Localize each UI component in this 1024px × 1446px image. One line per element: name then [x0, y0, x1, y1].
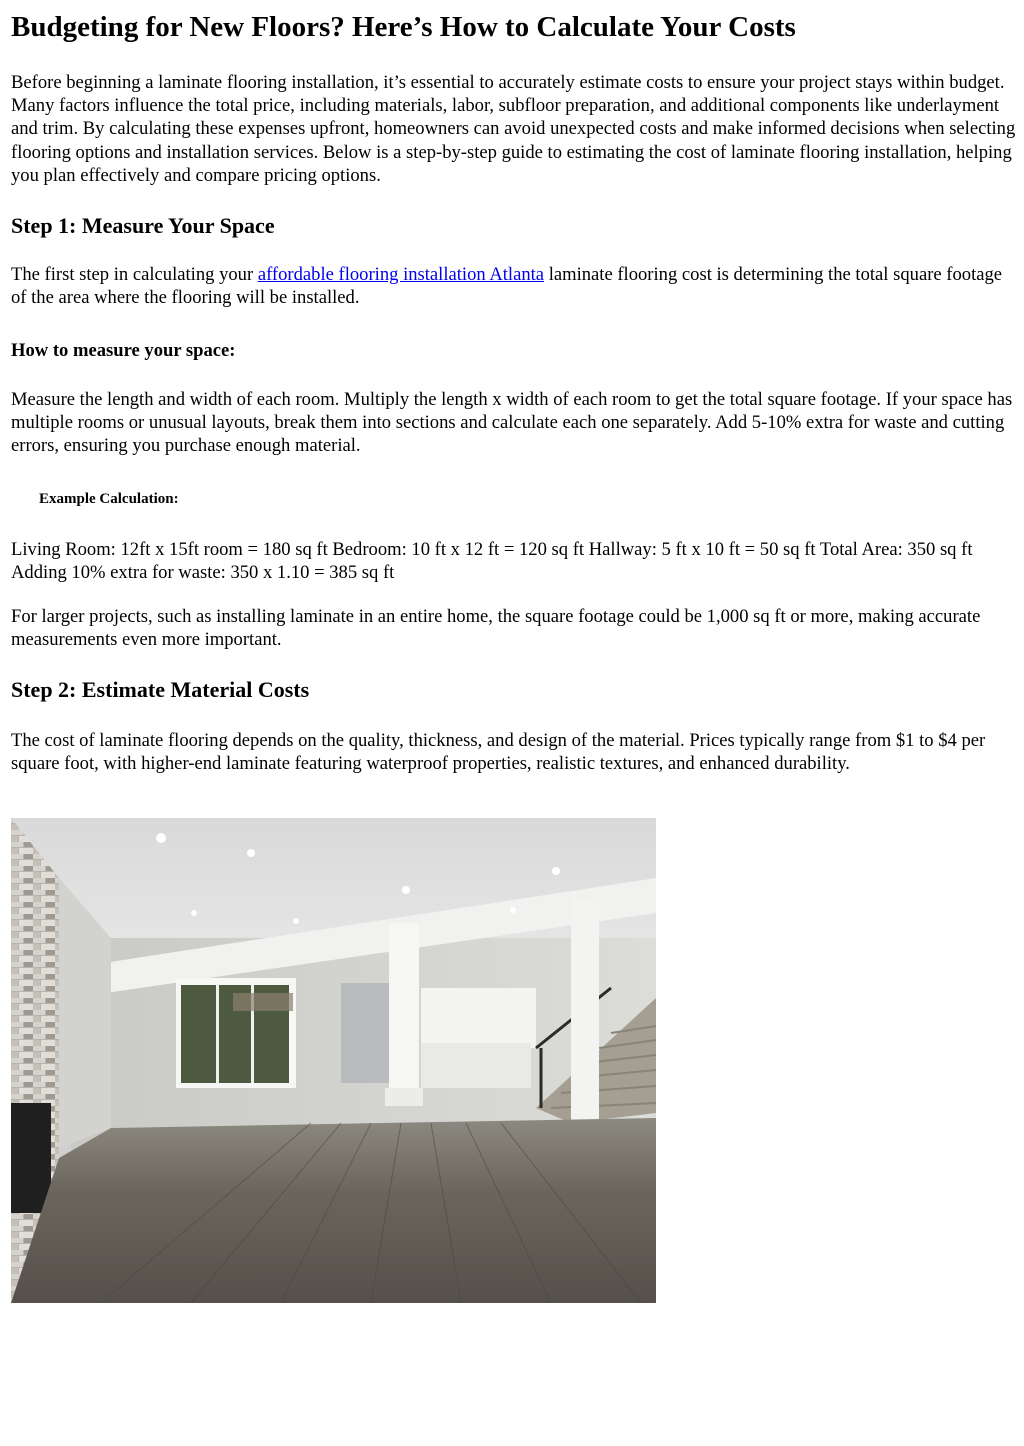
step2-heading: Step 2: Estimate Material Costs: [11, 677, 310, 702]
measure-instructions: Measure the length and width of each room. Multiply the length x width of each room to get the total square footage. If your space has multiple rooms or unusual layouts, break them into sections and calculate each one separately. Add 5-10% extra for waste and cutting errors, ensuring you purchase enough material.: [11, 389, 1013, 457]
example-heading: Example Calculation:: [39, 491, 179, 507]
step1-text-after-link: laminate flooring cost is determining the total square footage of the area where the flooring will be installed.: [11, 264, 1003, 309]
measure-subheading: How to measure your space:: [11, 340, 236, 361]
intro-paragraph: Before beginning a laminate flooring installation, it’s essential to accurately estimate costs to ensure your project stays within budget. Many factors influence the total price, including materials, labor, subfloor preparation, and additional components like underlayment and trim. By calculating these expenses upfront, homeowners can avoid unexpected costs and make informed decisions when selecting flooring options and installation services. Below is a step-by-step guide to estimating the cost of laminate flooring installation, helping you plan effectively and compare pricing options.: [11, 72, 1016, 186]
interior-room-photo: [11, 818, 656, 1303]
larger-projects-paragraph: For larger projects, such as installing laminate in an entire home, the square footage could be 1,000 sq ft or more, making accurate measurements even more important.: [11, 606, 981, 651]
step2-paragraph: The cost of laminate flooring depends on the quality, thickness, and design of the material. Prices typically range from $1 to $4 per square foot, with higher-end laminate featuring waterproof properties, realistic textures, and enhanced durability.: [11, 730, 986, 775]
flooring-installation-link[interactable]: affordable flooring installation Atlanta: [257, 264, 545, 285]
article-title: Budgeting for New Floors? Here’s How to Calculate Your Costs: [11, 11, 796, 43]
step1-heading: Step 1: Measure Your Space: [11, 213, 275, 238]
step1-paragraph: [11, 263, 1017, 309]
step1-text-before-link: The first step in calculating your: [11, 264, 258, 285]
example-calculation: Living Room: 12ft x 15ft room = 180 sq ft Bedroom: 10 ft x 12 ft = 120 sq ft Hallway: 5 ft x 10 ft = 50 sq ft Total Area: 350 sq ft Adding 10% extra for waste: 350 x 1.10 = 385 sq ft: [11, 539, 973, 584]
